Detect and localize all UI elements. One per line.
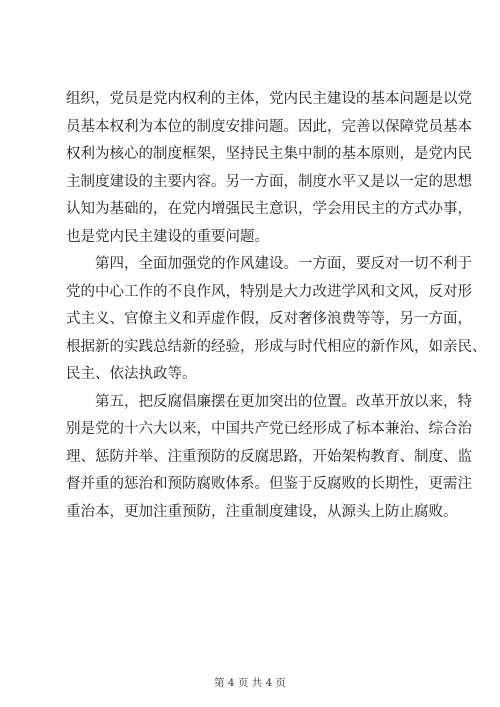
- text-line: 也是党内民主建设的重要问题。: [66, 228, 269, 245]
- text-line: 理、惩防并举、注重预防的反腐思路，开始架构教育、制度、监: [66, 448, 472, 465]
- page-number-footer: 第 4 页 共 4 页: [213, 677, 287, 689]
- text-line: 员基本权利为本位的制度安排问题。因此，完善以保障党员基本: [66, 118, 472, 135]
- text-line: 党的中心工作的不良作风，特别是大力改进学风和文风，反对形: [66, 283, 472, 300]
- text-line: 组织，党员是党内权利的主体，党内民主建设的基本问题是以党: [66, 91, 472, 107]
- text-line: 重治本，更加注重预防，注重制度建设，从源头上防止腐败。: [66, 503, 458, 520]
- paragraph-2: [66, 251, 487, 389]
- text-line: 权利为核心的制度框架，坚持民主集中制的基本原则，是党内民: [66, 146, 472, 162]
- text-line: 第四，全面加强党的作风建设。一方面，要反对一切不利于: [95, 256, 472, 272]
- document-body: [66, 86, 487, 526]
- text-line: 式主义、官僚主义和弄虚作假，反对奢侈浪费等等，另一方面，: [66, 311, 472, 327]
- text-line: 第五，把反腐倡廉摆在更加突出的位置。改革开放以来，特: [95, 393, 472, 410]
- text-line: 别是党的十六大以来，中国共产党已经形成了标本兼治、综合治: [66, 421, 472, 437]
- paragraph-3: [66, 389, 472, 527]
- paragraph-1: [66, 86, 472, 251]
- text-line: 认知为基础的，在党内增强民主意识，学会用民主的方式办事，: [66, 201, 472, 217]
- text-line: 主制度建设的主要内容。另一方面，制度水平又是以一定的思想: [66, 173, 472, 190]
- text-line: 根据新的实践总结新的经验，形成与时代相应的新作风，如亲民、: [66, 338, 487, 355]
- text-line: 民主、依法执政等。: [66, 366, 197, 382]
- text-line: 督并重的惩治和预防腐败体系。但鉴于反腐败的长期性，更需注: [66, 476, 472, 492]
